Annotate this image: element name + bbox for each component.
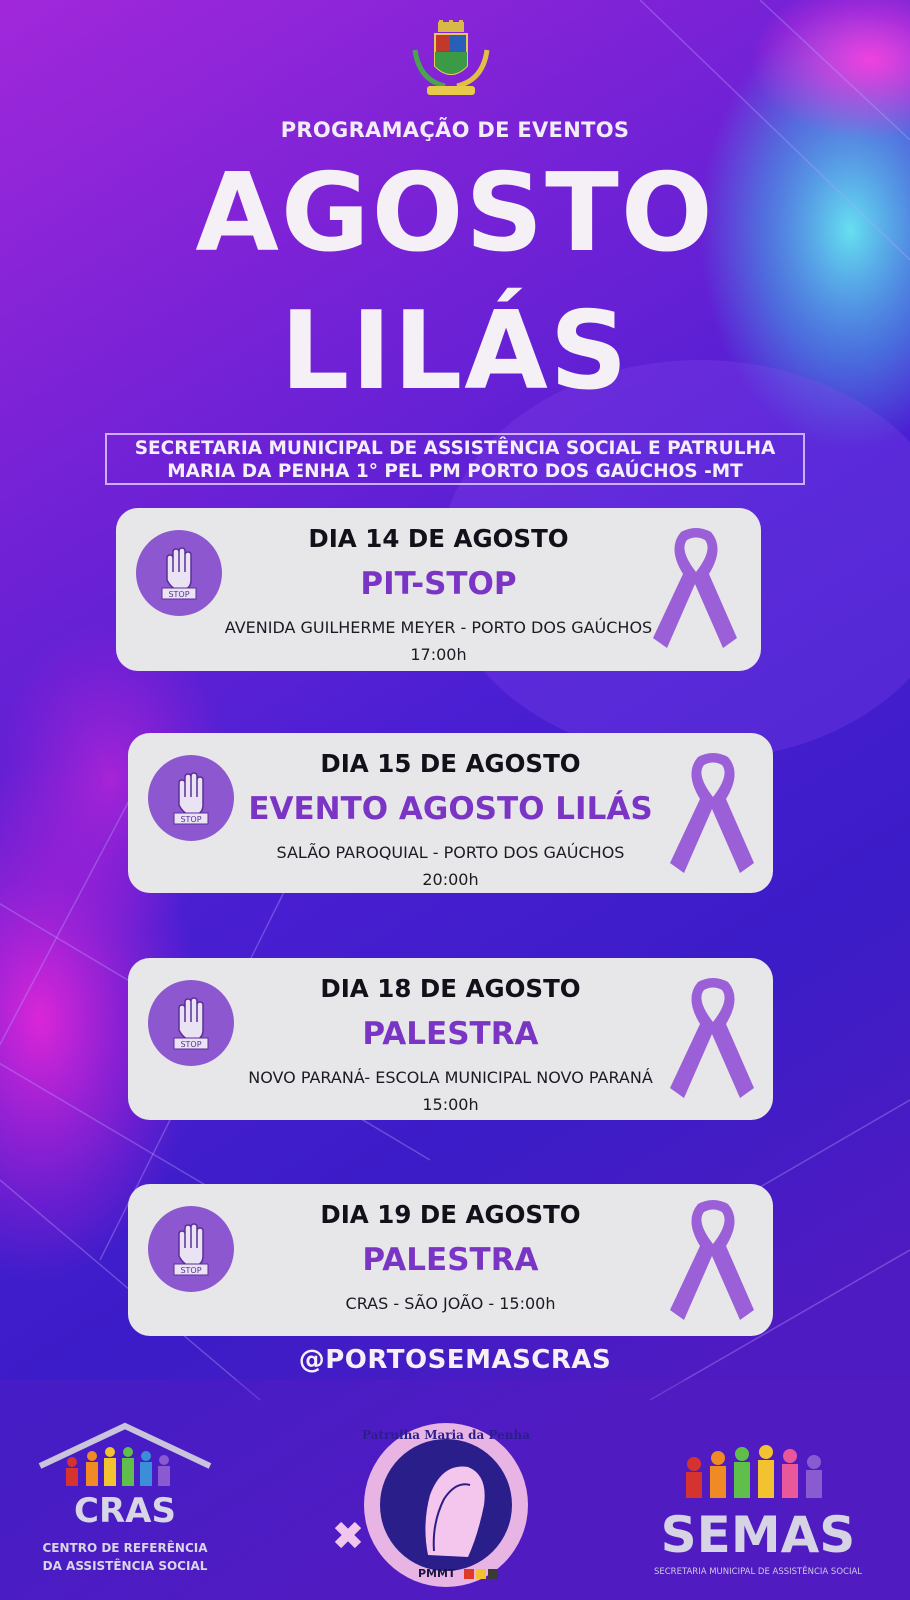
event-card bbox=[128, 733, 773, 893]
awareness-ribbon-icon bbox=[651, 526, 741, 652]
event-time: 20:00h bbox=[422, 870, 479, 889]
organizer-line-2: MARIA DA PENHA 1° PEL PM PORTO DOS GAÚCHOS -MT bbox=[167, 461, 743, 482]
event-date: DIA 15 DE AGOSTO bbox=[320, 749, 581, 778]
event-title: PALESTRA bbox=[362, 1016, 539, 1052]
svg-text:STOP: STOP bbox=[180, 1266, 202, 1275]
event-title: PIT-STOP bbox=[360, 566, 517, 602]
event-date: DIA 14 DE AGOSTO bbox=[308, 524, 569, 553]
organizer-line-1: SECRETARIA MUNICIPAL DE ASSISTÊNCIA SOCIAL E PATRULHA bbox=[134, 438, 776, 459]
patrulha-tag: PMMT bbox=[418, 1567, 456, 1580]
program-subtitle: PROGRAMAÇÃO DE EVENTOS bbox=[280, 118, 630, 142]
patrulha-name: Patrulha Maria da Penha bbox=[361, 1428, 531, 1442]
semas-subtitle: SECRETARIA MUNICIPAL DE ASSISTÊNCIA SOCIAL bbox=[653, 1567, 863, 1577]
event-card bbox=[128, 1184, 773, 1336]
cras-line-2: DA ASSISTÊNCIA SOCIAL bbox=[42, 1559, 208, 1573]
event-card bbox=[116, 508, 761, 671]
semas-name: SEMAS bbox=[660, 1506, 856, 1564]
municipal-crest-logo bbox=[405, 20, 497, 100]
cras-logo bbox=[30, 1418, 220, 1590]
awareness-ribbon-icon bbox=[668, 751, 758, 877]
event-title: PALESTRA bbox=[362, 1242, 539, 1278]
organizer-box bbox=[105, 433, 805, 485]
event-time: 15:00h bbox=[422, 1095, 479, 1114]
event-card bbox=[128, 958, 773, 1120]
event-place: NOVO PARANÁ- ESCOLA MUNICIPAL NOVO PARANÁ bbox=[248, 1068, 653, 1087]
title-line-2: LILÁS bbox=[280, 289, 630, 414]
event-date: DIA 18 DE AGOSTO bbox=[320, 974, 581, 1003]
event-place: SALÃO PAROQUIAL - PORTO DOS GAÚCHOS bbox=[276, 843, 625, 862]
patrulha-maria-da-penha-logo bbox=[318, 1415, 543, 1600]
social-handle[interactable]: @PORTOSEMASCRAS bbox=[298, 1345, 612, 1375]
event-date: DIA 19 DE AGOSTO bbox=[320, 1200, 581, 1229]
event-time: 17:00h bbox=[410, 645, 467, 664]
awareness-ribbon-icon bbox=[668, 1198, 758, 1324]
title-line-1: AGOSTO bbox=[195, 151, 715, 276]
svg-text:STOP: STOP bbox=[168, 590, 190, 599]
cras-line-1: CENTRO DE REFERÊNCIA bbox=[42, 1541, 208, 1555]
svg-text:STOP: STOP bbox=[180, 1040, 202, 1049]
event-place: CRAS - SÃO JOÃO - 15:00h bbox=[345, 1294, 556, 1313]
awareness-ribbon-icon bbox=[668, 976, 758, 1102]
semas-logo bbox=[638, 1432, 878, 1592]
event-place: AVENIDA GUILHERME MEYER - PORTO DOS GAÚCHOS bbox=[224, 618, 653, 637]
svg-text:STOP: STOP bbox=[180, 815, 202, 824]
event-title: EVENTO AGOSTO LILÁS bbox=[248, 791, 653, 827]
cras-name: CRAS bbox=[74, 1491, 176, 1531]
